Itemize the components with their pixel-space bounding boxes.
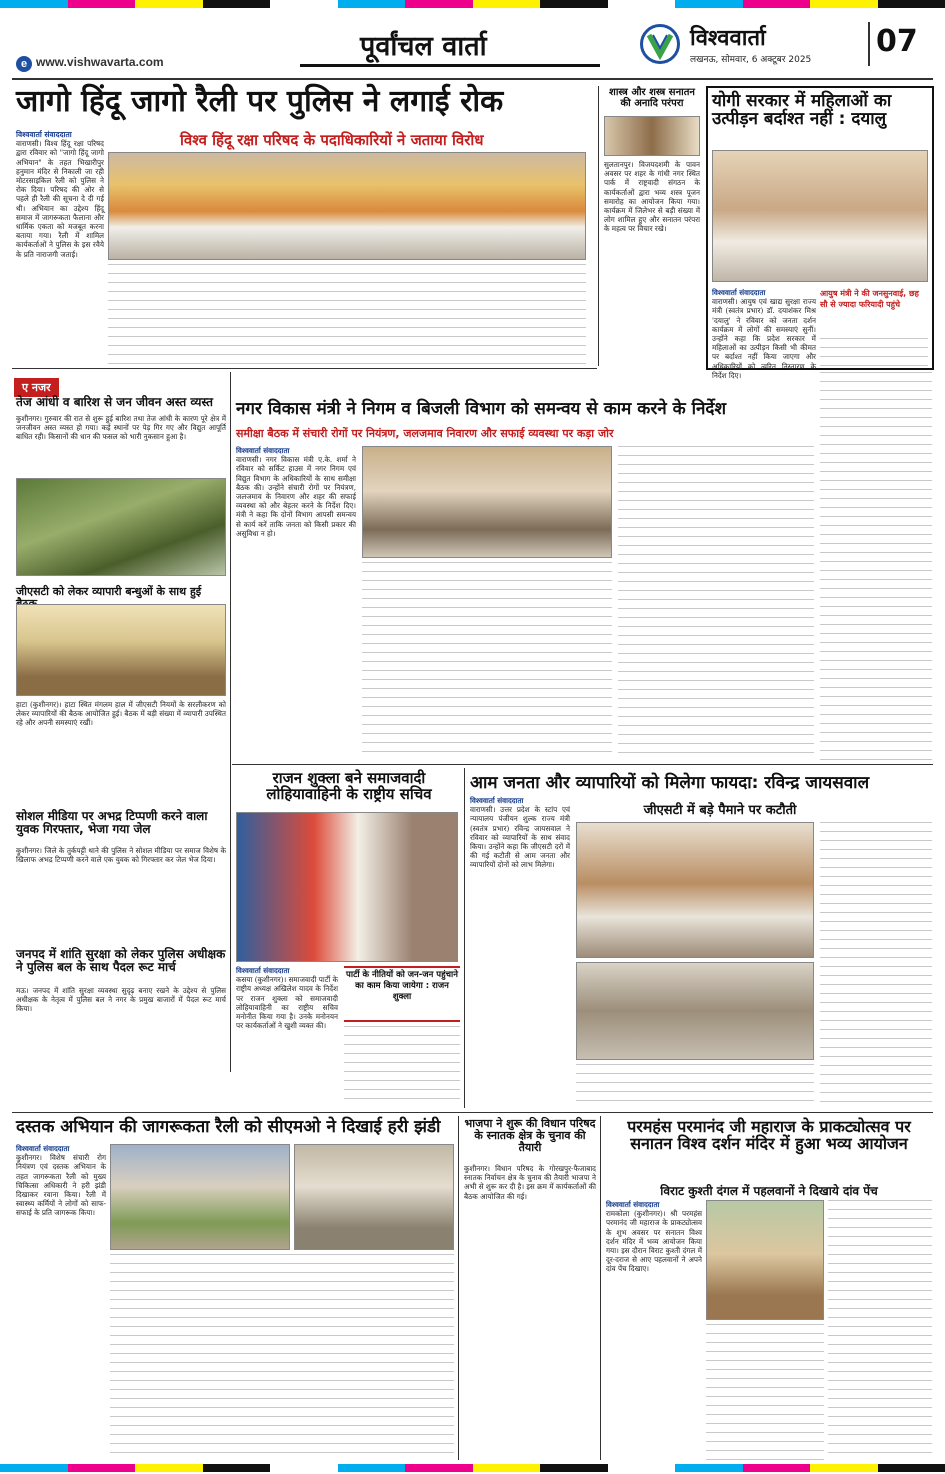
paramhans-body: रामकोला (कुशीनगर)। श्री परमहंस परमानंद जी महाराज के प्राकट्योत्सव के शुभ अवसर पर सनातन विश्व दर्शन मंदिर में भव्य आयोजन किया गया। इस दौरान विराट कुश्ती दंगल में दूर-दराज से आए पहलवानों ने अपने दांव पेंच दिखाए।: [606, 1209, 702, 1274]
site-logo-e: e: [16, 56, 32, 72]
middle-byline: विश्ववार्ता संवाददाता: [236, 446, 290, 455]
gst-right-continuation: [820, 822, 932, 1108]
sidebar-top-photo: [604, 116, 700, 156]
city-date: लखनऊ, सोमवार, 6 अक्टूबर 2025: [690, 55, 812, 65]
middle-col2-continuation: [362, 562, 612, 760]
rajan-continuation: [344, 1026, 460, 1106]
dastak-continuation: [110, 1254, 454, 1460]
left-item2-body: हाटा (कुशीनगर)। हाटा स्थित मंगलम हाल में जीएसटी नियमों के सरलीकरण को लेकर व्यापारियों की बैठक आयोजित हुई। बैठक में बड़ी संख्या में व्यापारी उपस्थित रहे और अपनी समस्याएं रखीं।: [16, 700, 226, 728]
lead-body: वाराणसी। विश्व हिंदू रक्षा परिषद द्वारा रविवार को "जागो हिंदू जागो अभियान" के तहत भिखारीपुर हनुमान मंदिर से निकाली जा रही मोटरसाइकिल रैली को पुलिस ने रोक दिया। परिषद की ओर से पहले ही रैली की सूचना दे दी गई थी। अभियान का उद्देश्य हिंदू समाज में जागरूकता फैलाना और धार्मिक एकता को मजबूत करना बताया गया। रैली में शामिल कार्यकर्ताओं ने पुलिस के इस रवैये के प्रति नाराजगी जताई।: [16, 139, 104, 259]
middle-headline: नगर विकास मंत्री ने निगम व बिजली विभाग को समन्वय से काम करने के निर्देश: [236, 399, 727, 419]
dastak-photo1: [110, 1144, 290, 1250]
left-item3-headline: सोशल मीडिया पर अभद्र टिप्पणी करने वाला युवक गिरफ्तार, भेजा गया जेल: [16, 809, 208, 836]
left-item1-photo: [16, 478, 226, 576]
rajan-pullquote: पार्टी के नीतियों को जन-जन पहुंचाने का काम किया जायेगा : राजन शुक्ला: [346, 970, 458, 1002]
rajan-headline: राजन शुक्ला बने समाजवादी लोहियावाहिनी के राष्ट्रीय सचिव: [266, 769, 432, 804]
brand-name: विश्ववार्ता: [690, 26, 766, 51]
right-top-continuation: [820, 338, 928, 368]
dastak-byline: विश्ववार्ता संवाददाता: [16, 1144, 70, 1153]
lead-headline: जागो हिंदू जागो रैली पर पुलिस ने लगाई रोक: [16, 84, 504, 119]
gst-left-divider: [464, 768, 465, 1108]
left-col-bottom-rule: [12, 1112, 933, 1113]
color-registration-strip-top: [0, 0, 945, 8]
lead-subhead: विश्व हिंदू रक्षा परिषद के पदाधिकारियों ने जताया विरोध: [180, 131, 484, 149]
dastak-photo2: [294, 1144, 454, 1250]
left-item1-body: कुशीनगर। गुरुवार की रात से शुरू हुई बारिश तथा तेज आंधी के कारण पूरे क्षेत्र में जनजीवन अस्त व्यस्त हो गया। कई स्थानों पर पेड़ गिर गए और विद्युत आपूर्ति बाधित रही। किसानों की धान की फसल को भारी नुकसान हुआ है।: [16, 414, 226, 442]
middle-col3-continuation: [618, 446, 814, 760]
left-item4-body: मऊ। जनपद में शांति सुरक्षा व्यवस्था सुदृढ़ बनाए रखने के उद्देश्य से पुलिस अधीक्षक के नेतृत्व में पुलिस बल ने नगर के प्रमुख बाजारों में पैदल रूट मार्च किया।: [16, 986, 226, 1014]
section-title: पूर्वांचल वार्ता: [360, 31, 487, 62]
lead-body-continuation: [108, 264, 586, 364]
sidebar-top-body: सुलतानपुर। विजयदशमी के पावन अवसर पर शहर के गांधी नगर स्थित पार्क में राष्ट्रवादी संगठन के कार्यकर्ताओं द्वारा भव्य शस्त्र पूजन समारोह का आयोजन किया गया। कार्यक्रम में जिलेभर से बड़ी संख्या में लोग शामिल हुए और सनातन परंपरा के महत्व पर विचार रखे।: [604, 160, 700, 234]
bjp-right-divider: [600, 1116, 601, 1460]
gst-col1: [470, 796, 570, 1108]
lead-byline: विश्ववार्ता संवाददाता: [16, 130, 72, 139]
gst-photo2: [576, 962, 814, 1060]
rajan-byline: विश्ववार्ता संवाददाता: [236, 966, 290, 975]
paramhans-headline: परमहंस परमानंद जी महाराज के प्राकट्योत्सव पर सनातन विश्व दर्शन मंदिर में हुआ भव्य आयोजन: [627, 1117, 911, 1154]
left-col-tag-label: ए नजर: [14, 378, 59, 397]
gst-body: वाराणसी। उत्तर प्रदेश के स्टांप एवं न्यायालय पंजीयन शुल्क राज्य मंत्री (स्वतंत्र प्रभार) रविन्द्र जायसवाल ने रविवार को व्यापारियों के साथ संवाद किया। उन्होंने कहा कि जीएसटी दरों में की गई कटौती से आम जनता और व्यापारियों दोनों को लाभ मिलेगा।: [470, 805, 570, 870]
lead-bottom-rule: [12, 368, 597, 369]
right-top-photo: [712, 150, 928, 282]
paramhans-col1: [606, 1200, 702, 1460]
sidebar-top-headline: शास्त्र और शस्त्र सनातन की अनादि परंपरा: [609, 87, 695, 109]
bjp-left-divider: [458, 1116, 459, 1460]
website-url[interactable]: www.vishwavarta.com: [36, 55, 164, 69]
gst-subhead: जीएसटी में बड़े पैमाने पर कटौती: [643, 803, 797, 818]
left-item3-body: कुशीनगर। जिले के तुर्कपट्टी थाने की पुलिस ने सोशल मीडिया पर समाज विशेष के खिलाफ अभद्र टिप्पणी करने वाले एक युवक को गिरफ्तार कर जेल भेज दिया।: [16, 846, 226, 865]
brand-logo-icon: [640, 24, 680, 64]
gst-byline: विश्ववार्ता संवाददाता: [470, 796, 524, 805]
left-item1-headline: तेज आंधी व बारिश से जन जीवन अस्त व्यस्त: [16, 395, 213, 409]
masthead-rule: [12, 78, 933, 80]
middle-body: वाराणसी। नगर विकास मंत्री ए.के. शर्मा ने रविवार को सर्किट हाउस में नगर निगम एवं विद्युत विभाग के अधिकारियों के साथ समीक्षा बैठक की। उन्होंने संचारी रोगों पर नियंत्रण, जलजमाव के निवारण और शहर की सफाई व्यवस्था को और बेहतर करने के निर्देश दिए। मंत्री ने कहा कि दोनों विभाग आपसी समन्वय से कार्य करें ताकि जनता को किसी प्रकार की असुविधा न हो।: [236, 455, 356, 538]
right-col-continuation: [820, 372, 932, 760]
left-col-tag: [14, 376, 59, 397]
right-top-headline: योगी सरकार में महिलाओं का उत्पीड़न बर्दाश्त नहीं : दयालु: [712, 91, 892, 130]
middle-bottom-rule: [232, 764, 933, 765]
bjp-headline: भाजपा ने शुरू की विधान परिषद के स्नातक क्षेत्र के चुनाव की तैयारी: [464, 1117, 596, 1154]
rajan-body: कसया (कुशीनगर)। समाजवादी पार्टी के राष्ट्रीय अध्यक्ष अखिलेश यादव के निर्देश पर राजन शुक्ला को समाजवादी लोहियावाहिनी का राष्ट्रीय सचिव मनोनीत किया गया है। उनके मनोनयन पर कार्यकर्ताओं ने खुशी व्यक्त की।: [236, 975, 338, 1031]
dastak-col1: [16, 1144, 106, 1460]
page-number-divider: [868, 22, 870, 66]
middle-subhead: समीक्षा बैठक में संचारी रोगों पर नियंत्रण, जलजमाव निवारण और सफाई व्यवस्था पर कड़ा जोर: [236, 427, 614, 440]
paramhans-continuation1: [706, 1324, 824, 1460]
right-top-caption-bar: [820, 288, 928, 334]
color-registration-strip-bottom: [0, 1464, 945, 1472]
left-col-divider: [230, 372, 231, 1072]
right-top-caption: आयुष मंत्री ने की जनसुनवाई, छह सौ से ज्यादा फरियादी पहुंचे: [820, 289, 919, 309]
gst-headline: आम जनता और व्यापारियों को मिलेगा फायदा: रविन्द्र जायसवाल: [470, 773, 870, 793]
dastak-headline: दस्तक अभियान की जागरूकता रैली को सीएमओ ने दिखाई हरी झंडी: [16, 1117, 441, 1137]
right-top-byline: विश्ववार्ता संवाददाता: [712, 288, 766, 297]
middle-photo: [362, 446, 612, 558]
sidebar-divider: [598, 86, 599, 366]
left-item2-photo: [16, 604, 226, 696]
left-item4-headline: जनपद में शांति सुरक्षा को लेकर पुलिस अधीक्षक ने पुलिस बल के साथ पैदल रूट मार्च: [16, 947, 226, 974]
gst-photo1: [576, 822, 814, 958]
rajan-pullquote-box: [344, 966, 460, 1022]
paramhans-byline: विश्ववार्ता संवाददाता: [606, 1200, 660, 1209]
lead-photo-group: [108, 152, 586, 260]
middle-col1: [236, 446, 356, 762]
left-item2-headline: जीएसटी को लेकर व्यापारी बन्धुओं के साथ हुई: [16, 585, 202, 598]
bjp-body: कुशीनगर। विधान परिषद के गोरखपुर-फैजाबाद स्नातक निर्वाचन क्षेत्र के चुनाव की तैयारी भाजपा ने अभी से शुरू कर दी है। इस क्रम में कार्यकर्ताओं की बैठक आयोजित की गई।: [464, 1164, 596, 1201]
gst-continuation: [576, 1064, 814, 1108]
lead-body-col1: [16, 130, 104, 366]
rajan-col1: [236, 966, 338, 1106]
section-title-underline: [300, 64, 600, 67]
right-top-body: वाराणसी। आयुष एवं खाद्य सुरक्षा राज्य मंत्री (स्वतंत्र प्रभार) डॉ. दयाशंकर मिश्र 'दयालु' ने रविवार को जनता दर्शन कार्यक्रम में लोगों की समस्याएं सुनीं। उन्होंने कहा कि प्रदेश सरकार में महिलाओं का उत्पीड़न किसी भी कीमत पर बर्दाश्त नहीं किया जाएगा और अधिकारियों को त्वरित निस्तारण के निर्देश दिए।: [712, 297, 816, 380]
rajan-photo: [236, 812, 458, 962]
paramhans-subhead: विराट कुश्ती दंगल में पहलवानों ने दिखाये दांव पेंच: [660, 1184, 878, 1198]
right-top-col1: [712, 288, 816, 380]
page-number: 07: [876, 24, 918, 59]
paramhans-continuation2: [828, 1200, 932, 1460]
paramhans-photo: [706, 1200, 824, 1320]
dastak-body: कुशीनगर। विशेष संचारी रोग नियंत्रण एवं दस्तक अभियान के तहत जागरूकता रैली को मुख्य चिकित्सा अधिकारी ने हरी झंडी दिखाकर रवाना किया। रैली में स्वास्थ्य कर्मियों ने लोगों को साफ-सफाई के प्रति जागरूक किया।: [16, 1153, 106, 1218]
